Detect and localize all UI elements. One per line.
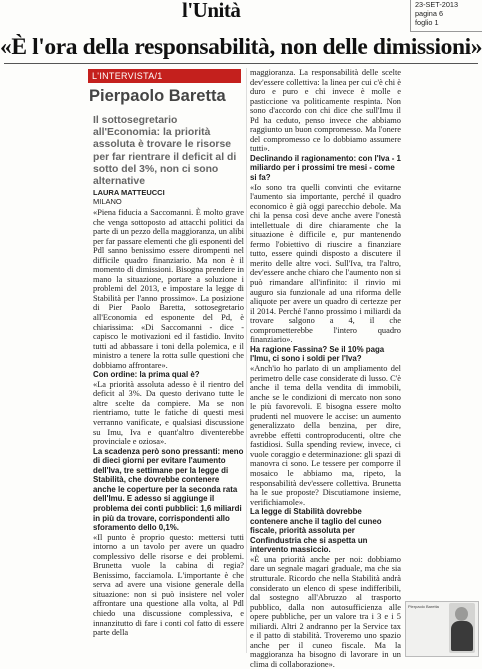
interviewee-name: Pierpaolo Baretta [89,87,226,105]
article-paragraph: maggioranza. La responsabilità delle scelte dev'essere collettiva: la linea per cui c'è chi è duro e puro e chi invece è molle e pasticcione va politicamente respinta. Non sono d'accordo con chi dice che sull'Imu il Pd ha ceduto, penso invece che abbiamo raggiunto un buon compromesso. Ma l'onere del compromesso ce lo dobbiamo assumere tutti». [250,68,401,154]
interview-question: Con ordine: la prima qual è? [93,370,200,380]
article-column-2 [250,68,401,669]
newspaper-logo: l'Unità [182,0,241,22]
page-number: pagina 6 [415,9,443,18]
thumbnail-caption-text: Pierpaolo Baretta [408,604,439,609]
dateline-city: MILANO [93,197,122,206]
section-tag: L'INTERVISTA/1 [92,71,163,81]
sheet-number: foglio 1 [415,18,439,27]
publication-date: 23-SET-2013 [415,0,458,9]
author-byline: LAURA MATTEUCCI [93,188,165,197]
thumbnail-portrait-body [451,621,473,651]
headline-rule [4,63,478,64]
article-headline: «È l'ora della responsabilità, non delle dimissioni» [0,34,482,60]
article-paragraph: «La priorità assoluta adesso è il rientro del deficit al 3%. Da questo derivano tutte le altre scelte da compiere. Ma se non rientriamo, tutte le fatiche di questi mesi verranno vanificate, e qualsiasi discussione su Imu, Iva e quant'altro diventerebbe provinciale e oziosa». [93,379,244,447]
subheadline: Il sottosegretario all'Economia: la priorità assoluta è trovare le risorse per far rientrare il deficit al di sotto del 3%, non ci sono alternative [93,115,237,188]
clipping-meta [415,0,481,27]
column-divider [246,68,247,653]
article-paragraph: «È una priorità anche per noi: dobbiamo dare un segnale magari graduale, ma che sia strutturale. Ricordo che nella Stabilità andrà considerato un elenco di spese indifferibili, dal sostegno all'Abruzzo al trasporto pubblico, dalla non autosufficienza alle opere pubbliche, per un valore tra i 3 e i 5 miliardi. Altri 2 andranno per la Service tax e il patto di stabilità. Troveremo uno spazio anche per il cuneo fiscale. Ma la maggioranza ha bisogno di lavorare in un clima di collaborazione». [250,554,401,669]
article-paragraph: «Piena fiducia a Saccomanni. È molto grave che venga sottoposto ad attacchi politici da parte di un pezzo della maggioranza, un alibi per far passare elementi che gli esponenti del Pdl sanno benissimo essere dirompenti nel difficile quadro finanziario. Ma non è il momento di dimissioni. Bisogna prendere in mano la situazione, portare a soluzione i problemi del 2013, e impostare la legge di Stabilità per l'anno prossimo». La posizione di Pier Paolo Baretta, sottosegretario all'Economia ed esponente del Pd, è chiarissima: «Di Saccomanni - dice - capisco le motivazioni ed il fastidio. Invito tutti ad abbassare i toni della polemica, e il ministro a tenere la rotta sulle questioni che dobbiamo affrontare». [93,208,244,370]
interview-question: Declinando il ragionamento: con l'Iva - 1 miliardo per i prossimi tre mesi - come si fa? [250,153,401,183]
thumbnail-caption [408,604,446,609]
article-paragraph: «Io sono tra quelli convinti che evitarne l'aumento sia importante, perché il quadro economico è già oggi parecchio debole. Ma chi la pensa così deve anche avere l'onestà intellettuale di dire chiaramente che la situazione è difficile e, pur mantenendo fermo l'obiettivo di riuscire a finanziare tutto, essere quindi disposto a discutere il merito delle altre voci. Sull'Iva, tra l'altro, dev'essere anche chiaro che l'aumento non si può rimandare all'infinito: il rinvio mi auguro sia funzionale ad una riforma delle aliquote per avere un quadro di certezze per il 2014. Perché l'anno prossimo i miliardi da trovare salgono a 4, il che comprometterebbe l'intero quadro finanziario». [250,182,401,345]
article-paragraph: «Anch'io ho parlato di un ampliamento del perimetro delle case considerate di lusso. C'è anche il tema della vendita di immobili, anche se le condizioni di mercato non sono le più favorevoli. E bisogna essere molto prudenti nel muovere le accise: un aumento generalizzato della benzina, per dire, avrebbe effetti controproducenti, oltre che fastidiosi. Sulla spending review, invece, ci vuole coraggio e determinazione: gli spazi di manovra ci sono. Le tessere per comporre il mosaico le abbiamo ma, ripeto, la responsabilità dev'essere collettiva. Brunetta ha le sue proposte? Discutiamone insieme, verifichiamole». [250,363,401,507]
thumbnail-portrait-head [455,607,468,621]
interview-question: Ha ragione Fassina? Se il 10% paga l'Imu, ci sono i soldi per l'Iva? [250,344,385,364]
article-paragraph: «Il punto è proprio questo: mettersi tutti intorno a un tavolo per avere un quadro complessivo delle risorse e dei problemi. Brunetta vuole la cabina di regia? Benissimo, facciamola. L'importante è che serva ad avere una visione generale della situazione: non si può insistere nel voler affrontare una questione alla volta, al Pdl chiedo una discussione complessiva, e innanzitutto di fare i conti col fatto di essere parte della [93,532,244,638]
article-column-1 [93,208,244,638]
interview-question: La legge di Stabilità dovrebbe contenere anche il taglio del cuneo fiscale, priorità assoluta per Confindustria che si aspetta un intervento massiccio. [250,507,382,555]
masthead [0,0,482,27]
interview-question: La scadenza però sono pressanti: meno di dieci giorni per evitare l'aumento dell'Iva, tre settimane per la legge di Stabilità, che dovrebbe contenere anche le coperture per la seconda rata dell'Imu. E adesso si aggiunge il problema dei conti pubblici: 1,6 miliardi in più da trovare, corrispondenti allo sforamento dello 0,1%. [93,446,244,533]
